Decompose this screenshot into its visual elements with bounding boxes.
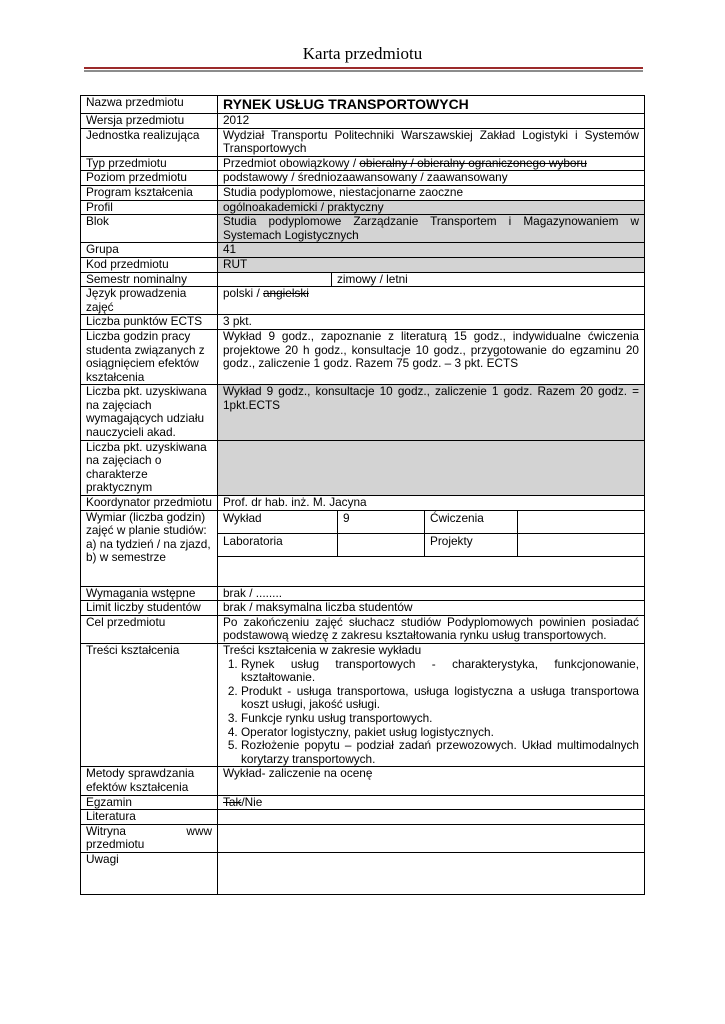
- value-cel: Po zakończeniu zajęć słuchacz studiów Podyplomowych powinien posiadać podstawową wiedzę z zakresu kształtowania rynku usług transportowych.: [218, 615, 645, 643]
- value-nazwa: RYNEK USŁUG TRANSPORTOWYCH: [218, 96, 645, 114]
- value-typ-main: Przedmiot obowiązkowy /: [223, 155, 360, 170]
- row-egzamin: [81, 795, 645, 810]
- value-jezyk-main: polski /: [223, 286, 263, 301]
- value-limit: brak / maksymalna liczba studentów: [218, 601, 645, 616]
- row-kod: [81, 257, 645, 272]
- row-limit: [81, 601, 645, 616]
- label-egzamin: Egzamin: [81, 795, 218, 810]
- value-grupa: 41: [218, 243, 645, 258]
- value-wymiar-cell: [218, 510, 645, 586]
- row-koordynator: [81, 496, 645, 511]
- row-blok: [81, 215, 645, 243]
- value-ects: 3 pkt.: [218, 315, 645, 330]
- value-jednostka: Wydział Transportu Politechniki Warszawskiej Zakład Logistyki i Systemów Transportowych: [218, 128, 645, 156]
- row-witryna: [81, 824, 645, 852]
- value-typ-struck: obieralny / obieralny ograniczonego wyboru: [359, 155, 587, 170]
- value-uwagi: [218, 852, 645, 894]
- label-ects: Liczba punktów ECTS: [81, 315, 218, 330]
- row-ects: [81, 315, 645, 330]
- label-wymagania: Wymagania wstępne: [81, 586, 218, 601]
- row-jezyk: [81, 287, 645, 315]
- row-tresci: [81, 644, 645, 767]
- value-egzamin-main: /Nie: [241, 794, 263, 809]
- label-wersja: Wersja przedmiotu: [81, 114, 218, 129]
- tresci-list: [223, 658, 639, 767]
- row-wymagania: [81, 586, 645, 601]
- row-profil: [81, 200, 645, 215]
- value-wersja: 2012: [218, 114, 645, 129]
- value-program: Studia podyplomowe, niestacjonarne zaoczne: [218, 185, 645, 200]
- wymiar-projekty-label: Projekty: [425, 533, 518, 556]
- wymiar-laboratoria-value: [338, 533, 425, 556]
- row-poziom: [81, 171, 645, 186]
- wymiar-wyklad-label: Wykład: [218, 511, 338, 534]
- label-limit: Limit liczby studentów: [81, 601, 218, 616]
- value-jezyk-struck: angielski: [263, 286, 309, 301]
- row-semestr: [81, 272, 645, 287]
- page-header-title: Karta przedmiotu: [302, 44, 423, 63]
- wymiar-inner-table: [218, 511, 644, 586]
- row-jednostka: [81, 128, 645, 156]
- label-cel: Cel przedmiotu: [81, 615, 218, 643]
- value-literatura: [218, 810, 645, 825]
- value-semestr-cell: [218, 272, 645, 287]
- value-typ: [218, 156, 645, 171]
- label-wymiar: Wymiar (liczba godzin) zajęć w planie studiów: a) na tydzień / na zjazd, b) w semestrze: [81, 510, 218, 586]
- value-witryna: [218, 824, 645, 852]
- row-godziny: [81, 329, 645, 384]
- label-program: Program kształcenia: [81, 185, 218, 200]
- wymiar-cwiczenia-label: Ćwiczenia: [425, 511, 518, 534]
- row-literatura: [81, 810, 645, 825]
- label-blok: Blok: [81, 215, 218, 243]
- row-nazwa: [81, 96, 645, 114]
- wymiar-blank: [218, 556, 644, 586]
- tresci-item: 3. Funkcje rynku usług transportowych.: [241, 712, 639, 726]
- semestr-inner-table: [218, 273, 644, 287]
- label-godziny: Liczba godzin pracy studenta związanych z osiągnięciem efektów kształcenia: [81, 329, 218, 384]
- label-literatura: Literatura: [81, 810, 218, 825]
- wymiar-laboratoria-label: Laboratoria: [218, 533, 338, 556]
- row-cel: [81, 615, 645, 643]
- label-kod: Kod przedmiotu: [81, 257, 218, 272]
- semestr-blank: [218, 273, 332, 287]
- course-card-table: [80, 95, 645, 895]
- value-tresci: [218, 644, 645, 767]
- value-pkt-nauczyciel: Wykład 9 godz., konsultacje 10 godz., zaliczenie 1 godz. Razem 20 godz. = 1pkt.ECTS: [218, 385, 645, 440]
- row-program: [81, 185, 645, 200]
- tresci-item: 4. Operator logistyczny, pakiet usług logistycznych.: [241, 726, 639, 740]
- label-nazwa: Nazwa przedmiotu: [81, 96, 218, 114]
- label-koordynator: Koordynator przedmiotu: [81, 496, 218, 511]
- row-wymiar: [81, 510, 645, 586]
- wymiar-projekty-value: [518, 533, 645, 556]
- row-metody: [81, 767, 645, 795]
- row-pkt-nauczyciel: [81, 385, 645, 440]
- row-grupa: [81, 243, 645, 258]
- row-wersja: [81, 114, 645, 129]
- label-uwagi: Uwagi: [81, 852, 218, 894]
- tresci-item: 5. Rozłożenie popytu – podział zadań przewozowych. Układ multimodalnych korytarzy transportowych.: [241, 739, 639, 766]
- label-pkt-praktyczne: Liczba pkt. uzyskiwana na zajęciach o charakterze praktycznym: [81, 440, 218, 495]
- row-uwagi: [81, 852, 645, 894]
- row-pkt-praktyczne: [81, 440, 645, 495]
- value-wymagania: brak / ........: [218, 586, 645, 601]
- label-jednostka: Jednostka realizująca: [81, 128, 218, 156]
- label-jezyk: Język prowadzenia zajęć: [81, 287, 218, 315]
- label-grupa: Grupa: [81, 243, 218, 258]
- header-rule-gray: [84, 70, 643, 72]
- tresci-item: 1. Rynek usług transportowych - charakterystyka, funkcjonowanie, kształtowanie.: [241, 658, 639, 685]
- row-typ: [81, 156, 645, 171]
- label-profil: Profil: [81, 200, 218, 215]
- value-profil: ogólnoakademicki / praktyczny: [218, 200, 645, 215]
- label-tresci: Treści kształcenia: [81, 644, 218, 767]
- label-witryna: Witryna www przedmiotu: [81, 824, 218, 852]
- wymiar-wyklad-value: 9: [338, 511, 425, 534]
- value-jezyk: [218, 287, 645, 315]
- value-semestr: zimowy / letni: [337, 271, 408, 286]
- value-egzamin: [218, 795, 645, 810]
- value-koordynator: Prof. dr hab. inż. M. Jacyna: [218, 496, 645, 511]
- value-egzamin-struck: Tak: [223, 794, 242, 809]
- value-poziom: podstawowy / średniozaawansowany / zaawansowany: [218, 171, 645, 186]
- value-kod: RUT: [218, 257, 645, 272]
- label-metody: Metody sprawdzania efektów kształcenia: [81, 767, 218, 795]
- value-blok: Studia podyplomowe Zarządzanie Transportem i Magazynowaniem w Systemach Logistycznych: [218, 215, 645, 243]
- wymiar-cwiczenia-value: [518, 511, 645, 534]
- label-typ: Typ przedmiotu: [81, 156, 218, 171]
- header-rule-red: [84, 67, 643, 69]
- tresci-item: 2. Produkt - usługa transportowa, usługa logistyczna a usługa transportowa koszt usługi, jakość usługi.: [241, 685, 639, 712]
- value-pkt-praktyczne: [218, 440, 645, 495]
- value-godziny: Wykład 9 godz., zapoznanie z literaturą 15 godz., indywidualne ćwiczenia projektowe 20 h godz., konsultacje 10 godz., przygotowanie do egzaminu 20 godz., zaliczenie 1 godz. Razem 75 godz. – 3 pkt. ECTS: [218, 329, 645, 384]
- label-poziom: Poziom przedmiotu: [81, 171, 218, 186]
- label-pkt-nauczyciel: Liczba pkt. uzyskiwana na zajęciach wymagających udziału nauczycieli akad.: [81, 385, 218, 440]
- tresci-heading: Treści kształcenia w zakresie wykładu: [223, 643, 422, 657]
- label-semestr: Semestr nominalny: [81, 272, 218, 287]
- value-metody: Wykład- zaliczenie na ocenę: [218, 767, 645, 795]
